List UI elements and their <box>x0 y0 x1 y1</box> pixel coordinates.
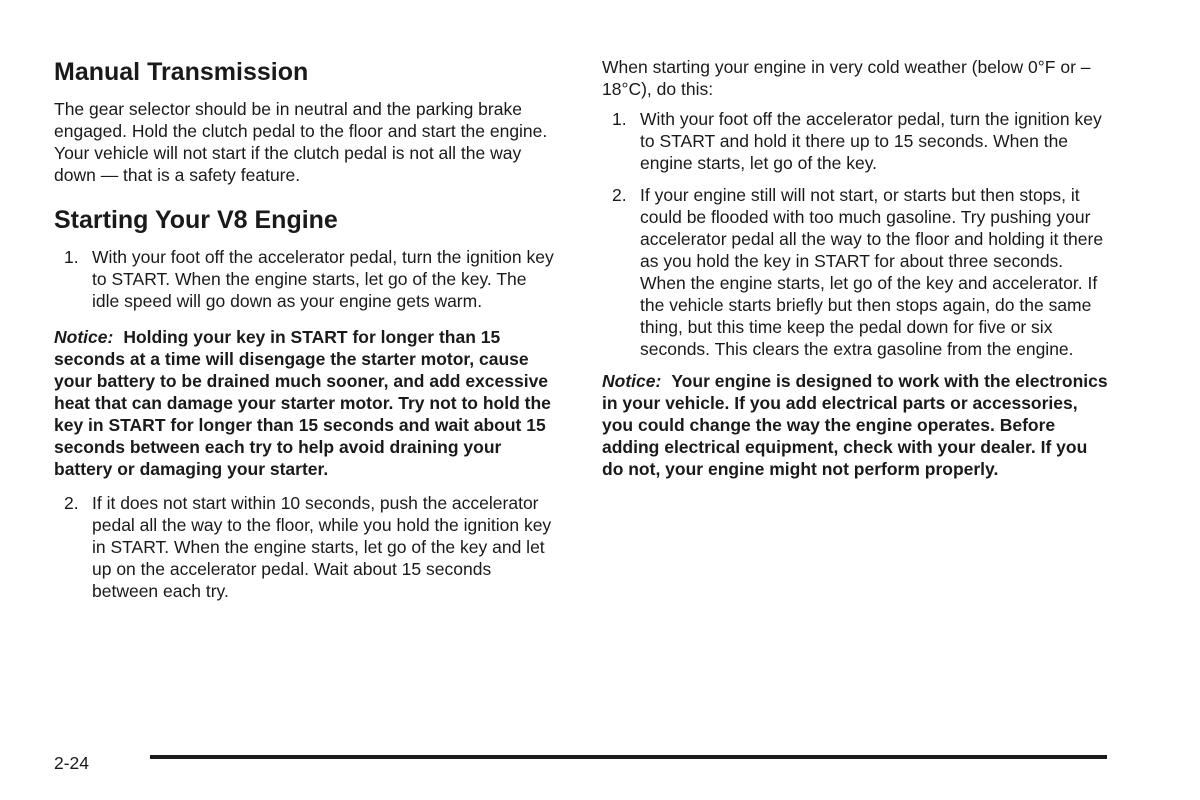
section-heading-starting-v8-engine: Starting Your V8 Engine <box>54 206 338 234</box>
page-number: 2-24 <box>54 753 90 773</box>
footer-divider <box>150 755 1107 759</box>
step-number: 1. <box>612 109 627 129</box>
notice-text: Your engine is designed to work with the electronics in your vehicle. If you add electrical parts or accessories, you could change the way the engine operates. Before adding electrical equipment, check with your dealer. If you do not, your engine might not perform properly. <box>602 371 1108 479</box>
cold-weather-intro: When starting your engine in very cold weather (below 0°F or –18°C), do this: <box>602 57 1091 99</box>
manual-transmission-paragraph: The gear selector should be in neutral and the parking brake engaged. Hold the clutch pedal to the floor and start the engine. Your vehicle will not start if the clutch pedal is not all the way down — that is a safety feature. <box>54 99 548 185</box>
cold-weather-steps-list <box>602 108 1112 360</box>
notice-block <box>54 326 554 480</box>
notice-label: Notice: <box>54 327 114 347</box>
step-text: If it does not start within 10 seconds, push the accelerator pedal all the way to the floor, while you hold the ignition key in START. When the engine starts, let go of the key and let up on the accelerator pedal. Wait about 15 seconds between each try. <box>92 493 552 601</box>
step-text: With your foot off the accelerator pedal, turn the ignition key to START and hold it there up to 15 seconds. When the engine starts, let go of the key. <box>640 109 1102 173</box>
list-item <box>602 184 1112 360</box>
v8-steps-list-continued <box>54 492 554 602</box>
left-column <box>54 56 554 611</box>
section-heading-manual-transmission: Manual Transmission <box>54 58 309 86</box>
v8-steps-list <box>54 246 554 312</box>
notice-block <box>602 370 1112 480</box>
step-text: With your foot off the accelerator pedal, turn the ignition key to START. When the engine starts, let go of the key. The idle speed will go down as your engine gets warm. <box>92 247 554 311</box>
list-item <box>602 108 1112 174</box>
list-item <box>54 492 554 602</box>
step-number: 2. <box>612 185 627 205</box>
list-item <box>54 246 554 312</box>
step-text: If your engine still will not start, or starts but then stops, it could be flooded with too much gasoline. Try pushing your accelerator pedal all the way to the floor and holding it there as you hold the key in START for about three seconds. When the engine starts, let go of the key and accelerator. If the vehicle starts briefly but then stops again, do the same thing, but this time keep the pedal down for five or six seconds. This clears the extra gasoline from the engine. <box>640 185 1104 359</box>
notice-text: Holding your key in START for longer than 15 seconds at a time will disengage the starter motor, cause your battery to be drained much sooner, and add excessive heat that can damage your starter motor. Try not to hold the key in START for longer than 15 seconds and wait about 15 seconds between each try to help avoid draining your battery or damaging your starter. <box>54 327 551 479</box>
step-number: 1. <box>64 247 79 267</box>
right-column <box>602 56 1112 492</box>
step-number: 2. <box>64 493 79 513</box>
notice-label: Notice: <box>602 371 662 391</box>
